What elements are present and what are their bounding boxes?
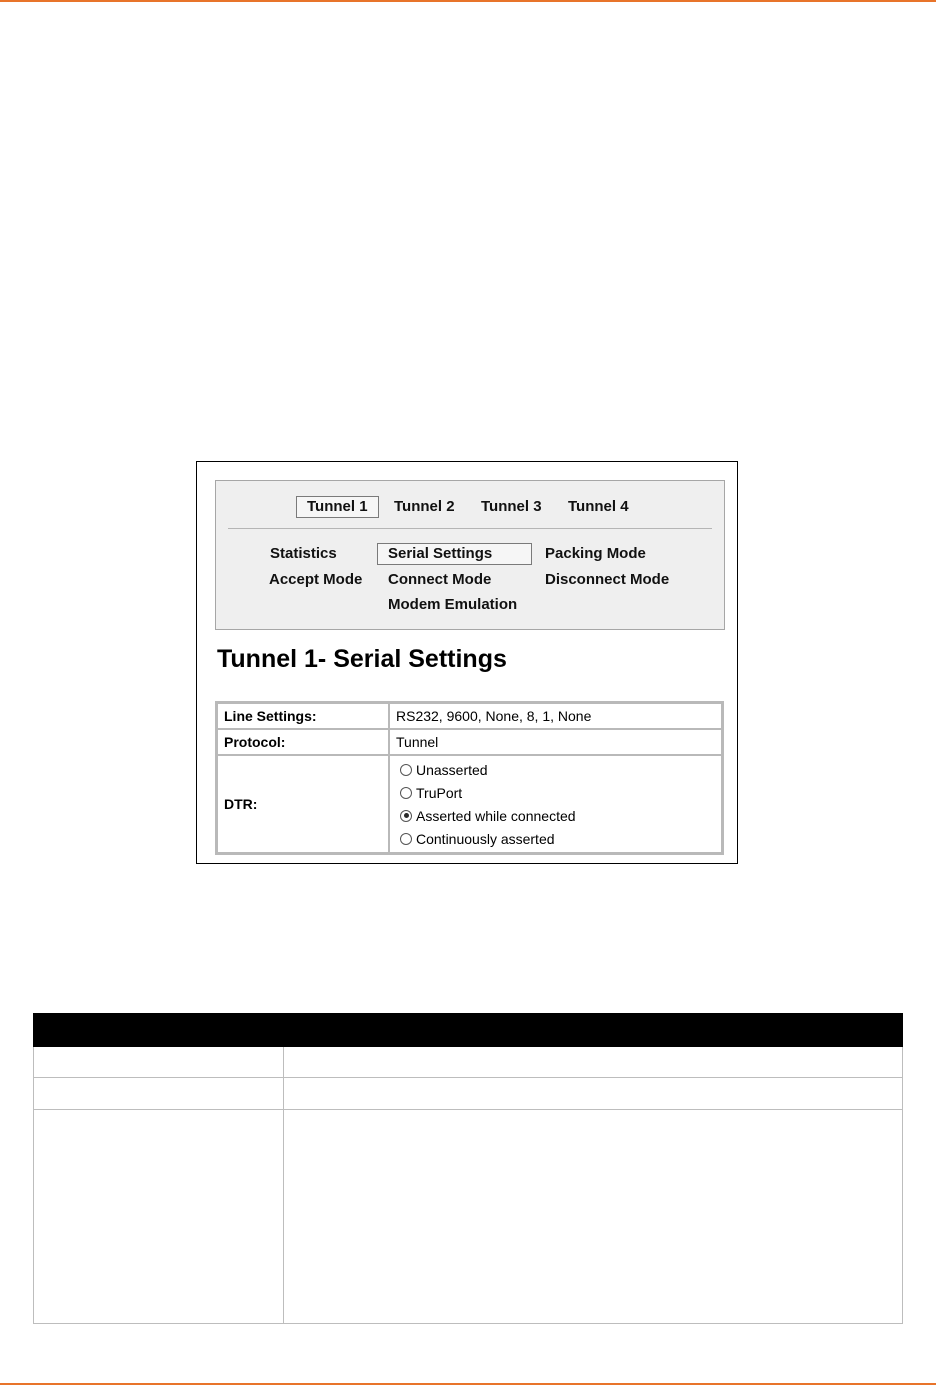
protocol-value: Tunnel xyxy=(389,729,722,755)
tab-tunnel-2[interactable]: Tunnel 2 xyxy=(394,498,455,515)
serial-settings-table xyxy=(215,701,724,855)
tab-tunnel-4[interactable]: Tunnel 4 xyxy=(568,498,629,515)
row-dtr xyxy=(217,755,722,853)
table-cell xyxy=(34,1078,284,1110)
row-protocol xyxy=(217,729,722,755)
bottom-rule xyxy=(0,1383,936,1385)
dtr-option-unasserted[interactable] xyxy=(396,758,715,781)
line-settings-label: Line Settings: xyxy=(217,703,389,729)
line-settings-value: RS232, 9600, None, 8, 1, None xyxy=(389,703,722,729)
dtr-option-asserted-while-connected[interactable] xyxy=(396,804,715,827)
table-header-cell xyxy=(284,1014,903,1047)
radio-button[interactable] xyxy=(400,833,412,845)
dtr-option-continuously-asserted[interactable] xyxy=(396,827,715,850)
radio-button[interactable] xyxy=(400,787,412,799)
top-rule xyxy=(0,0,936,2)
table-cell xyxy=(284,1110,903,1324)
nav-accept-mode[interactable]: Accept Mode xyxy=(269,571,363,588)
dtr-option-label: Asserted while connected xyxy=(416,807,576,824)
protocol-label: Protocol: xyxy=(217,729,389,755)
table-row xyxy=(34,1047,903,1078)
dtr-option-label: TruPort xyxy=(416,784,463,801)
table-header-cell xyxy=(34,1014,284,1047)
page-title: Tunnel 1- Serial Settings xyxy=(217,645,507,673)
tab-tunnel-1[interactable]: Tunnel 1 xyxy=(296,496,379,518)
dtr-option-label: Unasserted xyxy=(416,761,488,778)
nav-statistics[interactable]: Statistics xyxy=(270,545,337,562)
dtr-option-truport[interactable] xyxy=(396,781,715,804)
table-cell xyxy=(34,1110,284,1324)
tunnel-settings-screenshot xyxy=(196,461,738,864)
radio-button-selected[interactable] xyxy=(400,810,412,822)
nav-disconnect-mode[interactable]: Disconnect Mode xyxy=(545,571,670,588)
dtr-label: DTR: xyxy=(217,755,389,853)
nav-modem-emulation[interactable]: Modem Emulation xyxy=(388,596,518,613)
table-cell xyxy=(34,1047,284,1078)
table-cell xyxy=(284,1047,903,1078)
row-line-settings xyxy=(217,703,722,729)
radio-button[interactable] xyxy=(400,764,412,776)
settings-description-table xyxy=(33,1013,903,1324)
table-cell xyxy=(284,1078,903,1110)
table-row xyxy=(34,1078,903,1110)
tunnel-nav-panel xyxy=(215,480,725,630)
nav-divider xyxy=(228,528,712,529)
table-row xyxy=(34,1110,903,1324)
nav-serial-settings[interactable]: Serial Settings xyxy=(377,543,532,565)
tab-tunnel-3[interactable]: Tunnel 3 xyxy=(481,498,542,515)
dtr-option-label: Continuously asserted xyxy=(416,830,555,847)
table-header-row xyxy=(34,1014,903,1047)
nav-connect-mode[interactable]: Connect Mode xyxy=(388,571,492,588)
nav-packing-mode[interactable]: Packing Mode xyxy=(545,545,646,562)
dtr-options xyxy=(389,755,722,853)
